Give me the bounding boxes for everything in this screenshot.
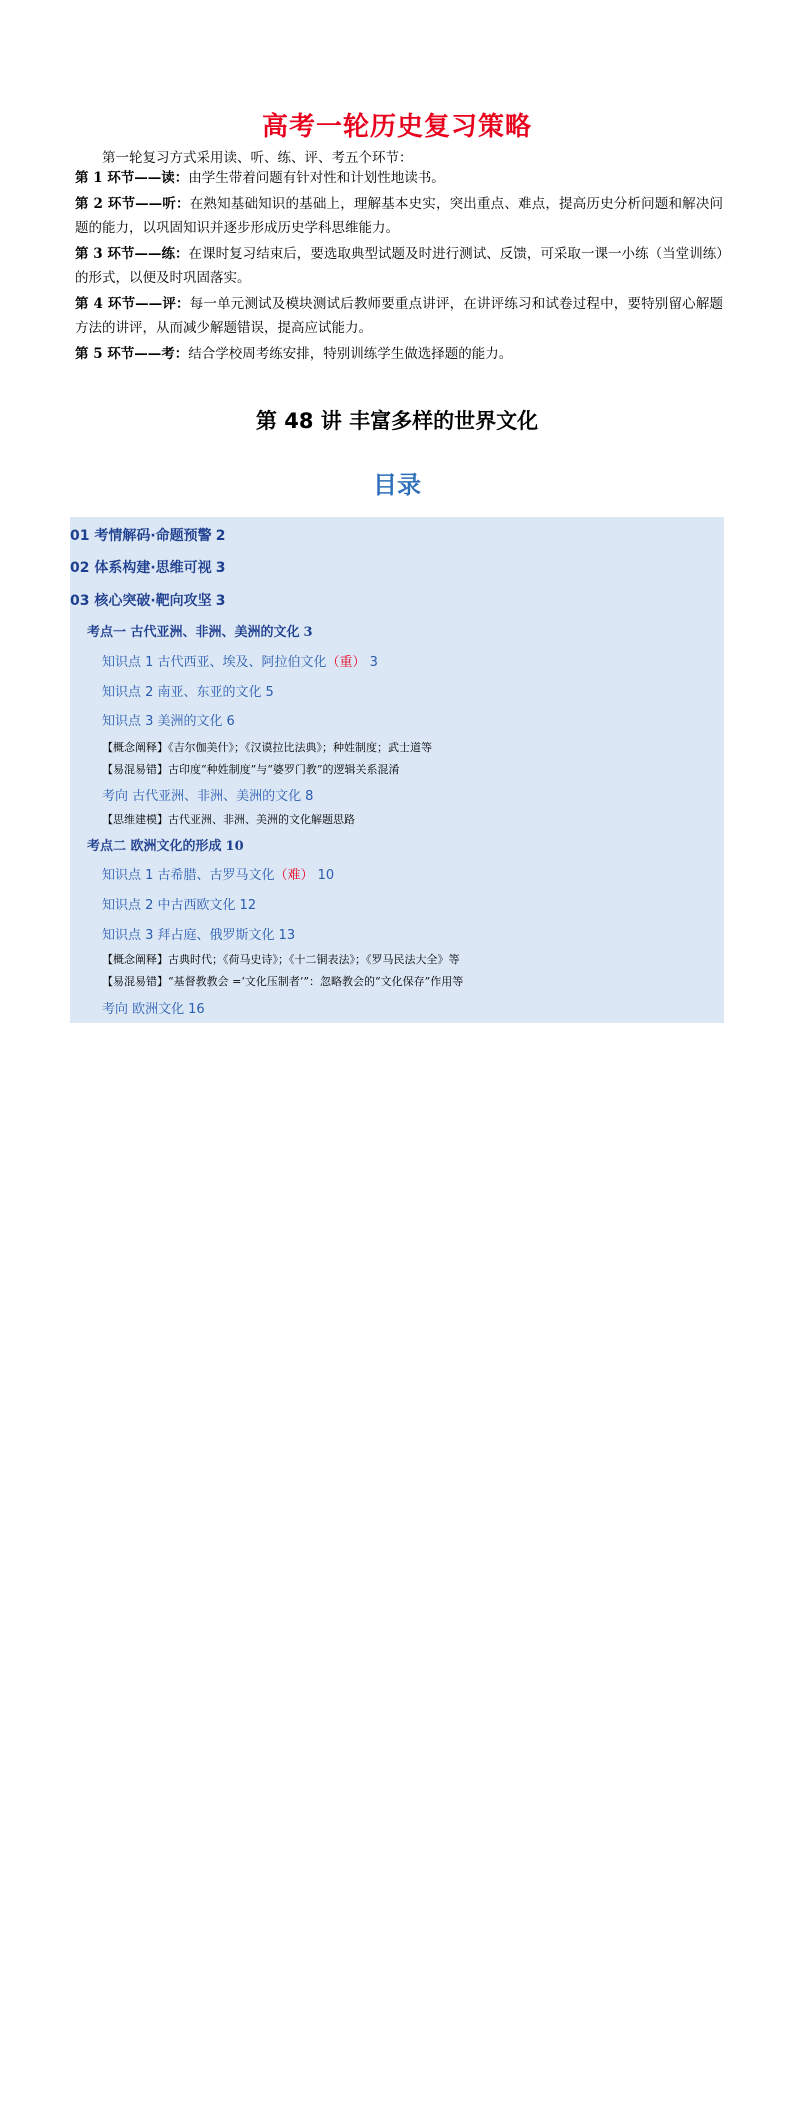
stage-3 <box>75 242 723 290</box>
table-of-contents <box>70 517 724 1023</box>
toc-page-number: 6 <box>226 714 235 729</box>
toc-page-number: 10 <box>317 868 335 883</box>
toc-page-number: 10 <box>225 839 244 854</box>
main-title: 高考一轮历史复习策略 <box>261 112 532 142</box>
stage-text: 由学生带着问题有针对性和计划性地读书。 <box>188 170 445 186</box>
stage-text: 在熟知基础知识的基础上，理解基本史实，突出重点、难点，提高历史分析问题和解决问题的能力，以巩固知识并逐步形成历史学科思维能力。 <box>75 196 724 236</box>
toc-entry-label: 知识点 1 古代西亚、埃及、阿拉伯文化 <box>102 655 327 670</box>
toc-kaoxiang-2[interactable] <box>102 998 723 2125</box>
toc-entry-label: 考点二 欧洲文化的形成 <box>87 839 222 854</box>
toc-page-number: 3 <box>369 655 378 670</box>
stage-2 <box>75 192 723 240</box>
stage-lead: 第 2 环节——听： <box>75 196 190 212</box>
toc-entry-label: 知识点 1 古希腊、古罗马文化 <box>102 868 275 883</box>
toc-page-number: 5 <box>265 685 274 700</box>
lecture-title: 第 48 讲 丰富多样的世界文化 <box>255 409 539 433</box>
toc-entry-label: 考向 欧洲文化 <box>102 1002 185 1017</box>
stage-4 <box>75 292 723 340</box>
toc-note-concepts-2: 【概念阐释】古典时代；《荷马史诗》；《十二铜表法》；《罗马民法大全》等 <box>102 953 460 966</box>
toc-page-number: 3 <box>215 593 226 609</box>
toc-entry-label: 知识点 2 中古西欧文化 <box>102 898 236 913</box>
toc-page-number: 13 <box>278 928 296 943</box>
toc-page-number: 12 <box>239 898 257 913</box>
stage-text: 结合学校周考练安排，特别训练学生做选择题的能力。 <box>188 346 513 362</box>
toc-entry-label: 知识点 2 南亚、东亚的文化 <box>102 685 262 700</box>
toc-page-number: 16 <box>188 1002 205 1017</box>
toc-note-pitfalls-2: 【易混易错】“基督教教会 =‘文化压制者’”：忽略教会的“文化保存”作用等 <box>102 975 464 988</box>
toc-entry-label: 03 核心突破·靶向攻坚 <box>70 593 212 609</box>
toc-page-number: 2 <box>215 528 226 544</box>
stage-text: 在课时复习结束后，要选取典型试题及时进行测试、反馈，可采取一课一小练（当堂训练）的形式，以便及时巩固落实。 <box>75 246 724 286</box>
toc-page-number: 3 <box>215 560 226 576</box>
toc-note-pitfalls: 【易混易错】古印度“种姓制度”与“婆罗门教”的逻辑关系混淆 <box>102 763 400 776</box>
toc-page-number: 8 <box>305 789 314 804</box>
toc-note-concepts: 【概念阐释】《吉尔伽美什》；《汉谟拉比法典》；种姓制度；武士道等 <box>102 741 432 754</box>
stage-1 <box>75 166 723 190</box>
stage-lead: 第 3 环节——练： <box>75 246 189 262</box>
toc-title: 目录 <box>373 471 421 499</box>
toc-page-number: 3 <box>303 625 313 640</box>
toc-entry-label: 考点一 古代亚洲、非洲、美洲的文化 <box>87 625 300 640</box>
toc-entry-label: 01 考情解码·命题预警 <box>70 528 212 544</box>
stage-list <box>75 166 723 368</box>
toc-entry-label: 知识点 3 美洲的文化 <box>102 714 223 729</box>
stage-lead: 第 4 环节——评： <box>75 296 190 312</box>
stage-5 <box>75 342 723 366</box>
intro-text: 第一轮复习方式采用读、听、练、评、考五个环节： <box>102 150 413 166</box>
difficulty-mark: （难） <box>274 868 314 883</box>
toc-entry-label: 02 体系构建·思维可视 <box>70 560 212 576</box>
stage-text: 每一单元测试及模块测试后教师要重点讲评，在讲评练习和试卷过程中，要特别留心解题方法的讲评，从而减少解题错误，提高应试能力。 <box>75 296 724 336</box>
toc-note-modeling: 【思维建模】古代亚洲、非洲、美洲的文化解题思路 <box>102 813 355 826</box>
stage-lead: 第 1 环节——读： <box>75 170 189 186</box>
stage-lead: 第 5 环节——考： <box>75 346 189 362</box>
difficulty-mark: （重） <box>326 655 366 670</box>
toc-entry-label: 知识点 3 拜占庭、俄罗斯文化 <box>102 928 275 943</box>
toc-entry-label: 考向 古代亚洲、非洲、美洲的文化 <box>102 789 302 804</box>
